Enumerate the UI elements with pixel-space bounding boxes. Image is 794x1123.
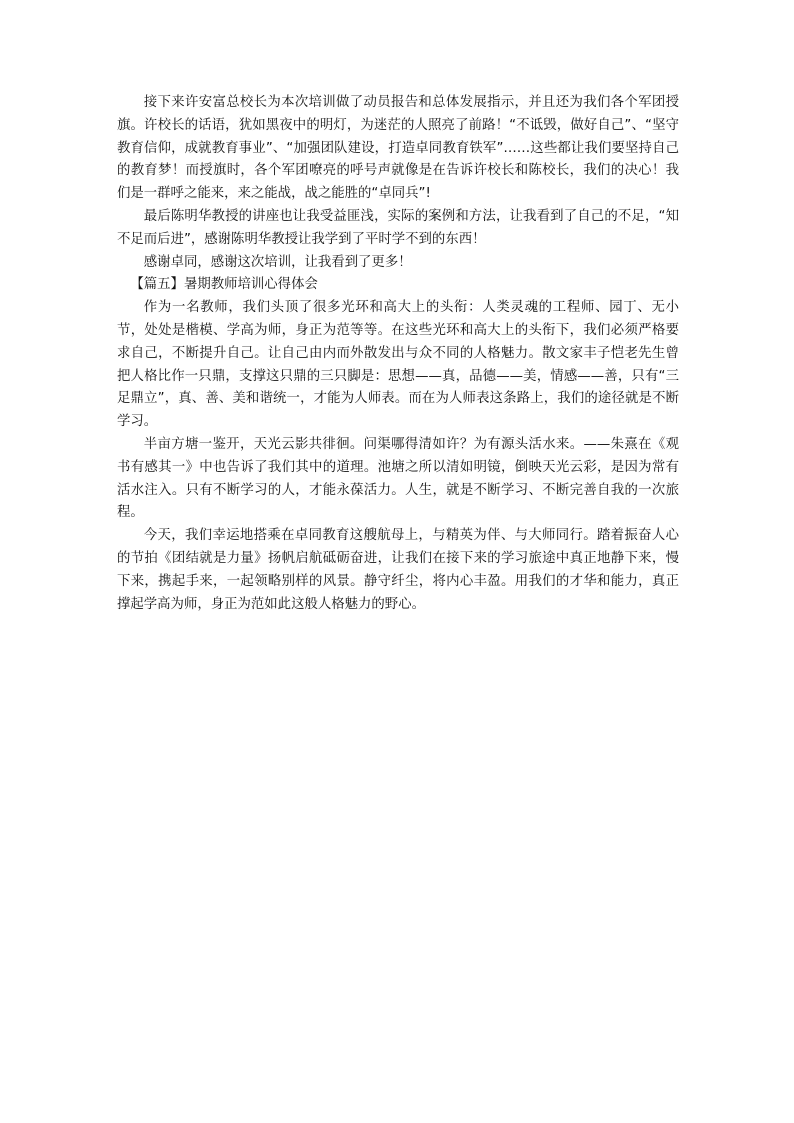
paragraph: 感谢卓同，感谢这次培训，让我看到了更多！ bbox=[143, 254, 412, 270]
document-body bbox=[117, 92, 679, 616]
section-heading: 【篇五】暑期教师培训心得体会 bbox=[130, 277, 318, 293]
paragraph: 最后陈明华教授的讲座也让我受益匪浅，实际的案例和方法，让我看到了自己的不足，“知不足而后进”，感谢陈明华教授让我学到了平时学不到的东西！ bbox=[117, 208, 679, 247]
paragraph: 接下来许安富总校长为本次培训做了动员报告和总体发展指示，并且还为我们各个军团授旗。许校长的话语，犹如黑夜中的明灯，为迷茫的人照亮了前路！“不诋毁，做好自己”、“坚守教育信仰，成就教育事业”、“加强团队建设，打造卓同教育铁军”……这些都让我们要坚持自己的教育梦！而授旗时，各个军团嘹亮的呼号声就像是在告诉许校长和陈校长，我们的决心！我们是一群呼之能来，来之能战，战之能胜的“卓同兵”! bbox=[117, 95, 679, 202]
paragraph: 作为一名教师，我们头顶了很多光环和高大上的头衔：人类灵魂的工程师、园丁、无小节，处处是楷模、学高为师，身正为范等等。在这些光环和高大上的头衔下，我们必须严格要求自己，不断提升自己。让自己由内而外散发出与众不同的人格魅力。散文家丰子恺老先生曾把人格比作一只鼎，支撑这只鼎的三只脚是：思想——真，品德——美，情感——善，只有“三足鼎立”，真、善、美和谐统一，才能为人师表。而在为人师表这条路上，我们的途径就是不断学习。 bbox=[117, 300, 679, 430]
paragraph: 半亩方塘一鉴开，天光云影共徘徊。问渠哪得清如许？为有源头活水来。——朱熹在《观书有感其一》中也告诉了我们其中的道理。池塘之所以清如明镜，倒映天光云彩，是因为常有活水注入。只有不断学习的人，才能永葆活力。人生，就是不断学习、不断完善自我的一次旅程。 bbox=[117, 436, 679, 521]
paragraph: 今天，我们幸运地搭乘在卓同教育这艘航母上，与精英为伴、与大师同行。踏着振奋人心的节拍《团结就是力量》扬帆启航砥砺奋进，让我们在接下来的学习旅途中真正地静下来，慢下来，携起手来，一起领略别样的风景。静守纤尘，将内心丰盈。用我们的才华和能力，真正撑起学高为师，身正为范如此这般人格魅力的野心。 bbox=[117, 528, 679, 612]
